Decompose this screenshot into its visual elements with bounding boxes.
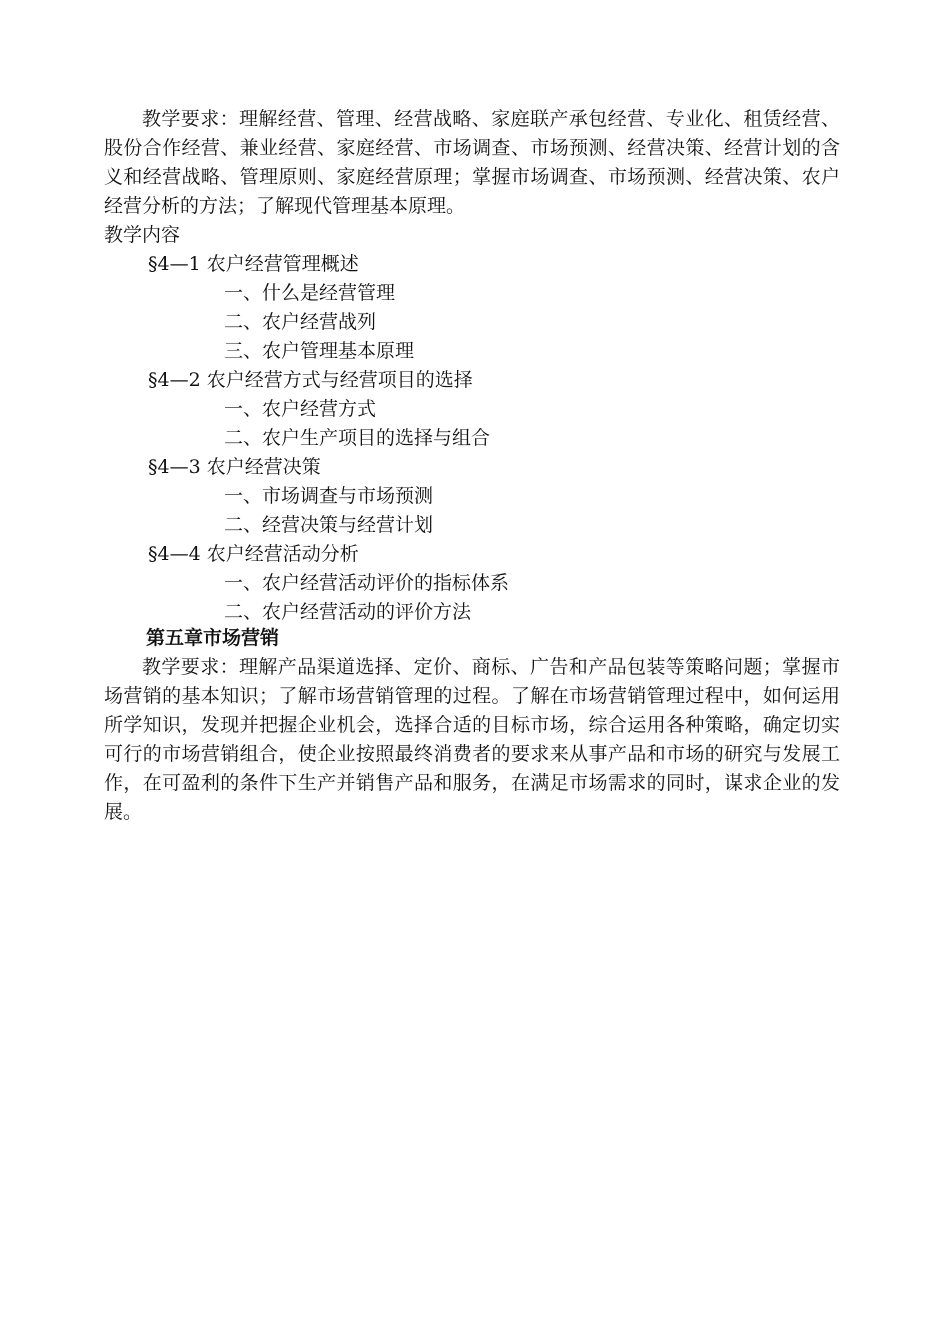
section-item: 二、农户生产项目的选择与组合 bbox=[224, 427, 491, 449]
section-item: 三、农户管理基本原理 bbox=[224, 340, 415, 362]
section-title: §4—2 农户经营方式与经营项目的选择 bbox=[148, 369, 473, 391]
chapter-title: 第五章市场营销 bbox=[146, 627, 280, 649]
content-label: 教学内容 bbox=[104, 224, 181, 246]
section-item: 一、什么是经营管理 bbox=[224, 282, 396, 304]
section-item: 二、经营决策与经营计划 bbox=[224, 514, 434, 536]
section-item: 一、市场调查与市场预测 bbox=[224, 485, 434, 507]
section-item: 一、农户经营方式 bbox=[224, 398, 377, 420]
section-item: 二、农户经营活动的评价方法 bbox=[224, 601, 472, 623]
section-item: 一、农户经营活动评价的指标体系 bbox=[224, 572, 510, 594]
chapter4-requirements: 教学要求：理解经营、管理、经营战略、家庭联产承包经营、专业化、租赁经营、股份合作经营、兼业经营、家庭经营、市场调查、市场预测、经营决策、经营计划的含义和经营战略、管理原则、家庭经营原理；掌握市场调查、市场预测、经营决策、农户经营分析的方法；了解现代管理基本原理。 bbox=[104, 108, 840, 217]
chapter5-requirements: 教学要求：理解产品渠道选择、定价、商标、广告和产品包装等策略问题；掌握市场营销的基本知识；了解市场营销管理的过程。了解在市场营销管理过程中，如何运用所学知识，发现并把握企业机会，选择合适的目标市场，综合运用各种策略，确定切实可行的市场营销组合，使企业按照最终消费者的要求来从事产品和市场的研究与发展工作，在可盈利的条件下生产并销售产品和服务，在满足市场需求的同时，谋求企业的发展。 bbox=[104, 656, 840, 823]
section-title: §4—1 农户经营管理概述 bbox=[148, 253, 359, 275]
section-title: §4—4 农户经营活动分析 bbox=[148, 543, 359, 565]
section-item: 二、农户经营战列 bbox=[224, 311, 377, 333]
section-title: §4—3 农户经营决策 bbox=[148, 456, 321, 478]
